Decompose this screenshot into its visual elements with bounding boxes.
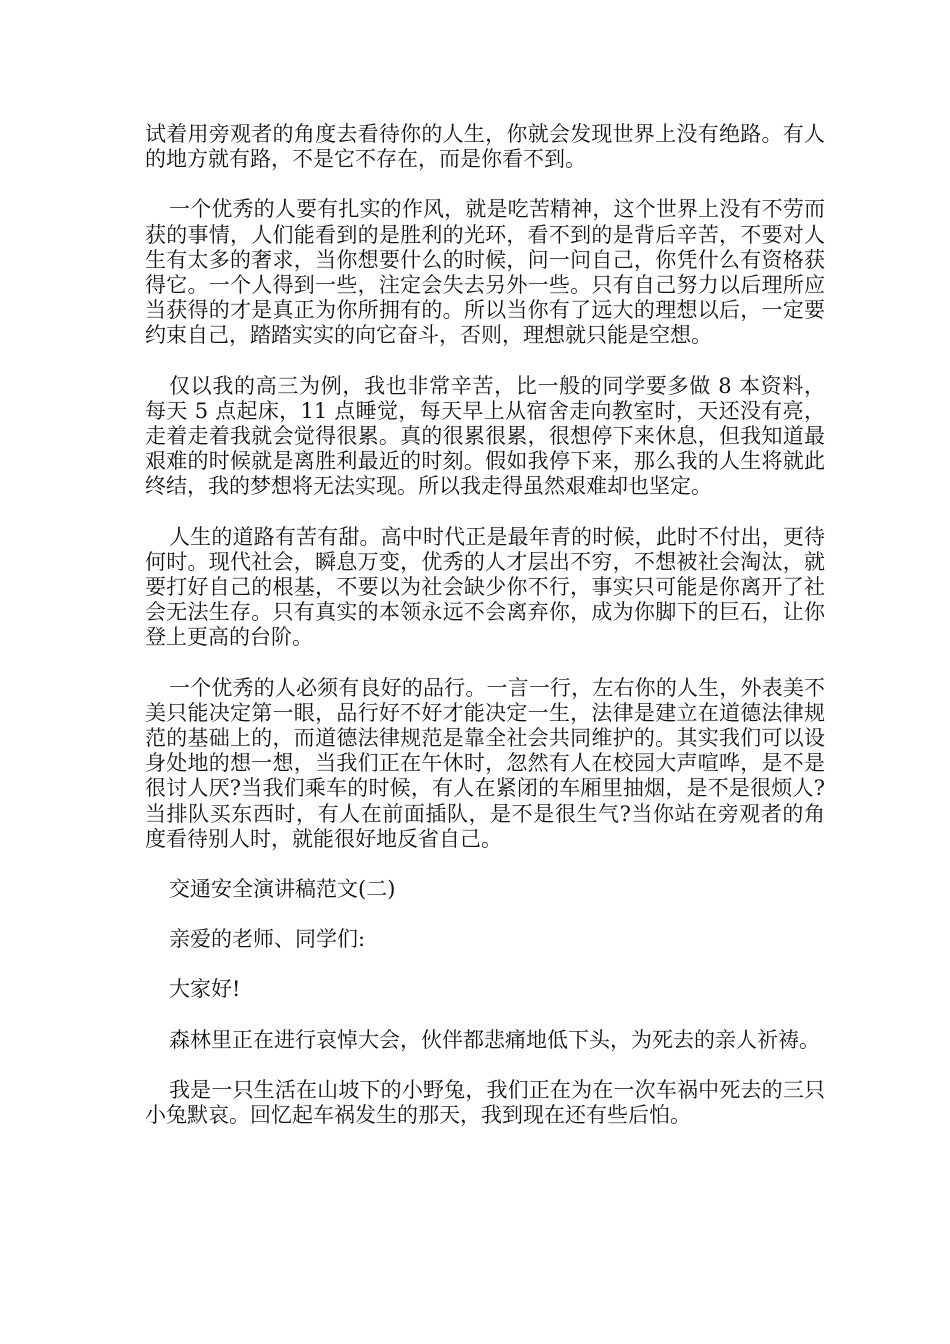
paragraph: 试着用旁观者的角度去看待你的人生，你就会发现世界上没有绝路。有人的地方就有路，不是它不存在，而是你看不到。 <box>145 122 825 172</box>
paragraph: 人生的道路有苦有甜。高中时代正是最年青的时候，此时不付出，更待何时。现代社会，瞬息万变，优秀的人才层出不穷，不想被社会淘汰，就要打好自己的根基，不要以为社会缺少你不行，事实只可能是你离开了社会无法生存。只有真实的本领永远不会离弃你，成为你脚下的巨石，让你登上更高的台阶。 <box>145 524 825 650</box>
greeting: 大家好! <box>169 977 241 1002</box>
paragraph: 一个优秀的人要有扎实的作风，就是吃苦精神，这个世界上没有不劳而获的事情，人们能看到的是胜利的光环，看不到的是背后辛苦，不要对人生有太多的奢求，当你想要什么的时候，问一问自己，你凭什么有资格获得它。一个人得到一些，注定会失去另外一些。只有自己努力以后理所应当获得的才是真正为你所拥有的。所以当你有了远大的理想以后，一定要约束自己，踏踏实实的向它奋斗，否则，理想就只能是空想。 <box>145 197 825 348</box>
paragraph: 仅以我的高三为例，我也非常辛苦，比一般的同学要多做 8 本资料，每天 5 点起床，11 点睡觉，每天早上从宿舍走向教室时，天还没有亮，走着走着我就会觉得很累。真的很累很累，很想停下来休息，但我知道最艰难的时候就是离胜利最近的时刻。假如我停下来，那么我的人生将就此终结，我的梦想将无法实现。所以我走得虽然艰难却也坚定。 <box>145 373 825 499</box>
paragraph: 森林里正在进行哀悼大会，伙伴都悲痛地低下头，为死去的亲人祈祷。 <box>169 1027 820 1052</box>
salutation: 亲爱的老师、同学们: <box>169 927 366 952</box>
paragraph: 一个优秀的人必须有良好的品行。一言一行，左右你的人生，外表美不美只能决定第一眼，品行好不好才能决定一生，法律是建立在道德法律规范的基础上的，而道德法律规范是靠全社会共同维护的。其实我们可以设身处地的想一想，当我们正在午休时，忽然有人在校园大声喧哗，是不是很讨人厌?当我们乘车的时候，有人在紧闭的车厢里抽烟，是不是很烦人?当排队买东西时，有人在前面插队，是不是很生气?当你站在旁观者的角度看待别人时，就能很好地反省自己。 <box>145 675 825 851</box>
document-body <box>145 122 825 1153</box>
section-heading: 交通安全演讲稿范文(二) <box>169 877 396 902</box>
paragraph: 我是一只生活在山坡下的小野兔，我们正在为在一次车祸中死去的三只小兔默哀。回忆起车祸发生的那天，我到现在还有些后怕。 <box>145 1077 825 1128</box>
